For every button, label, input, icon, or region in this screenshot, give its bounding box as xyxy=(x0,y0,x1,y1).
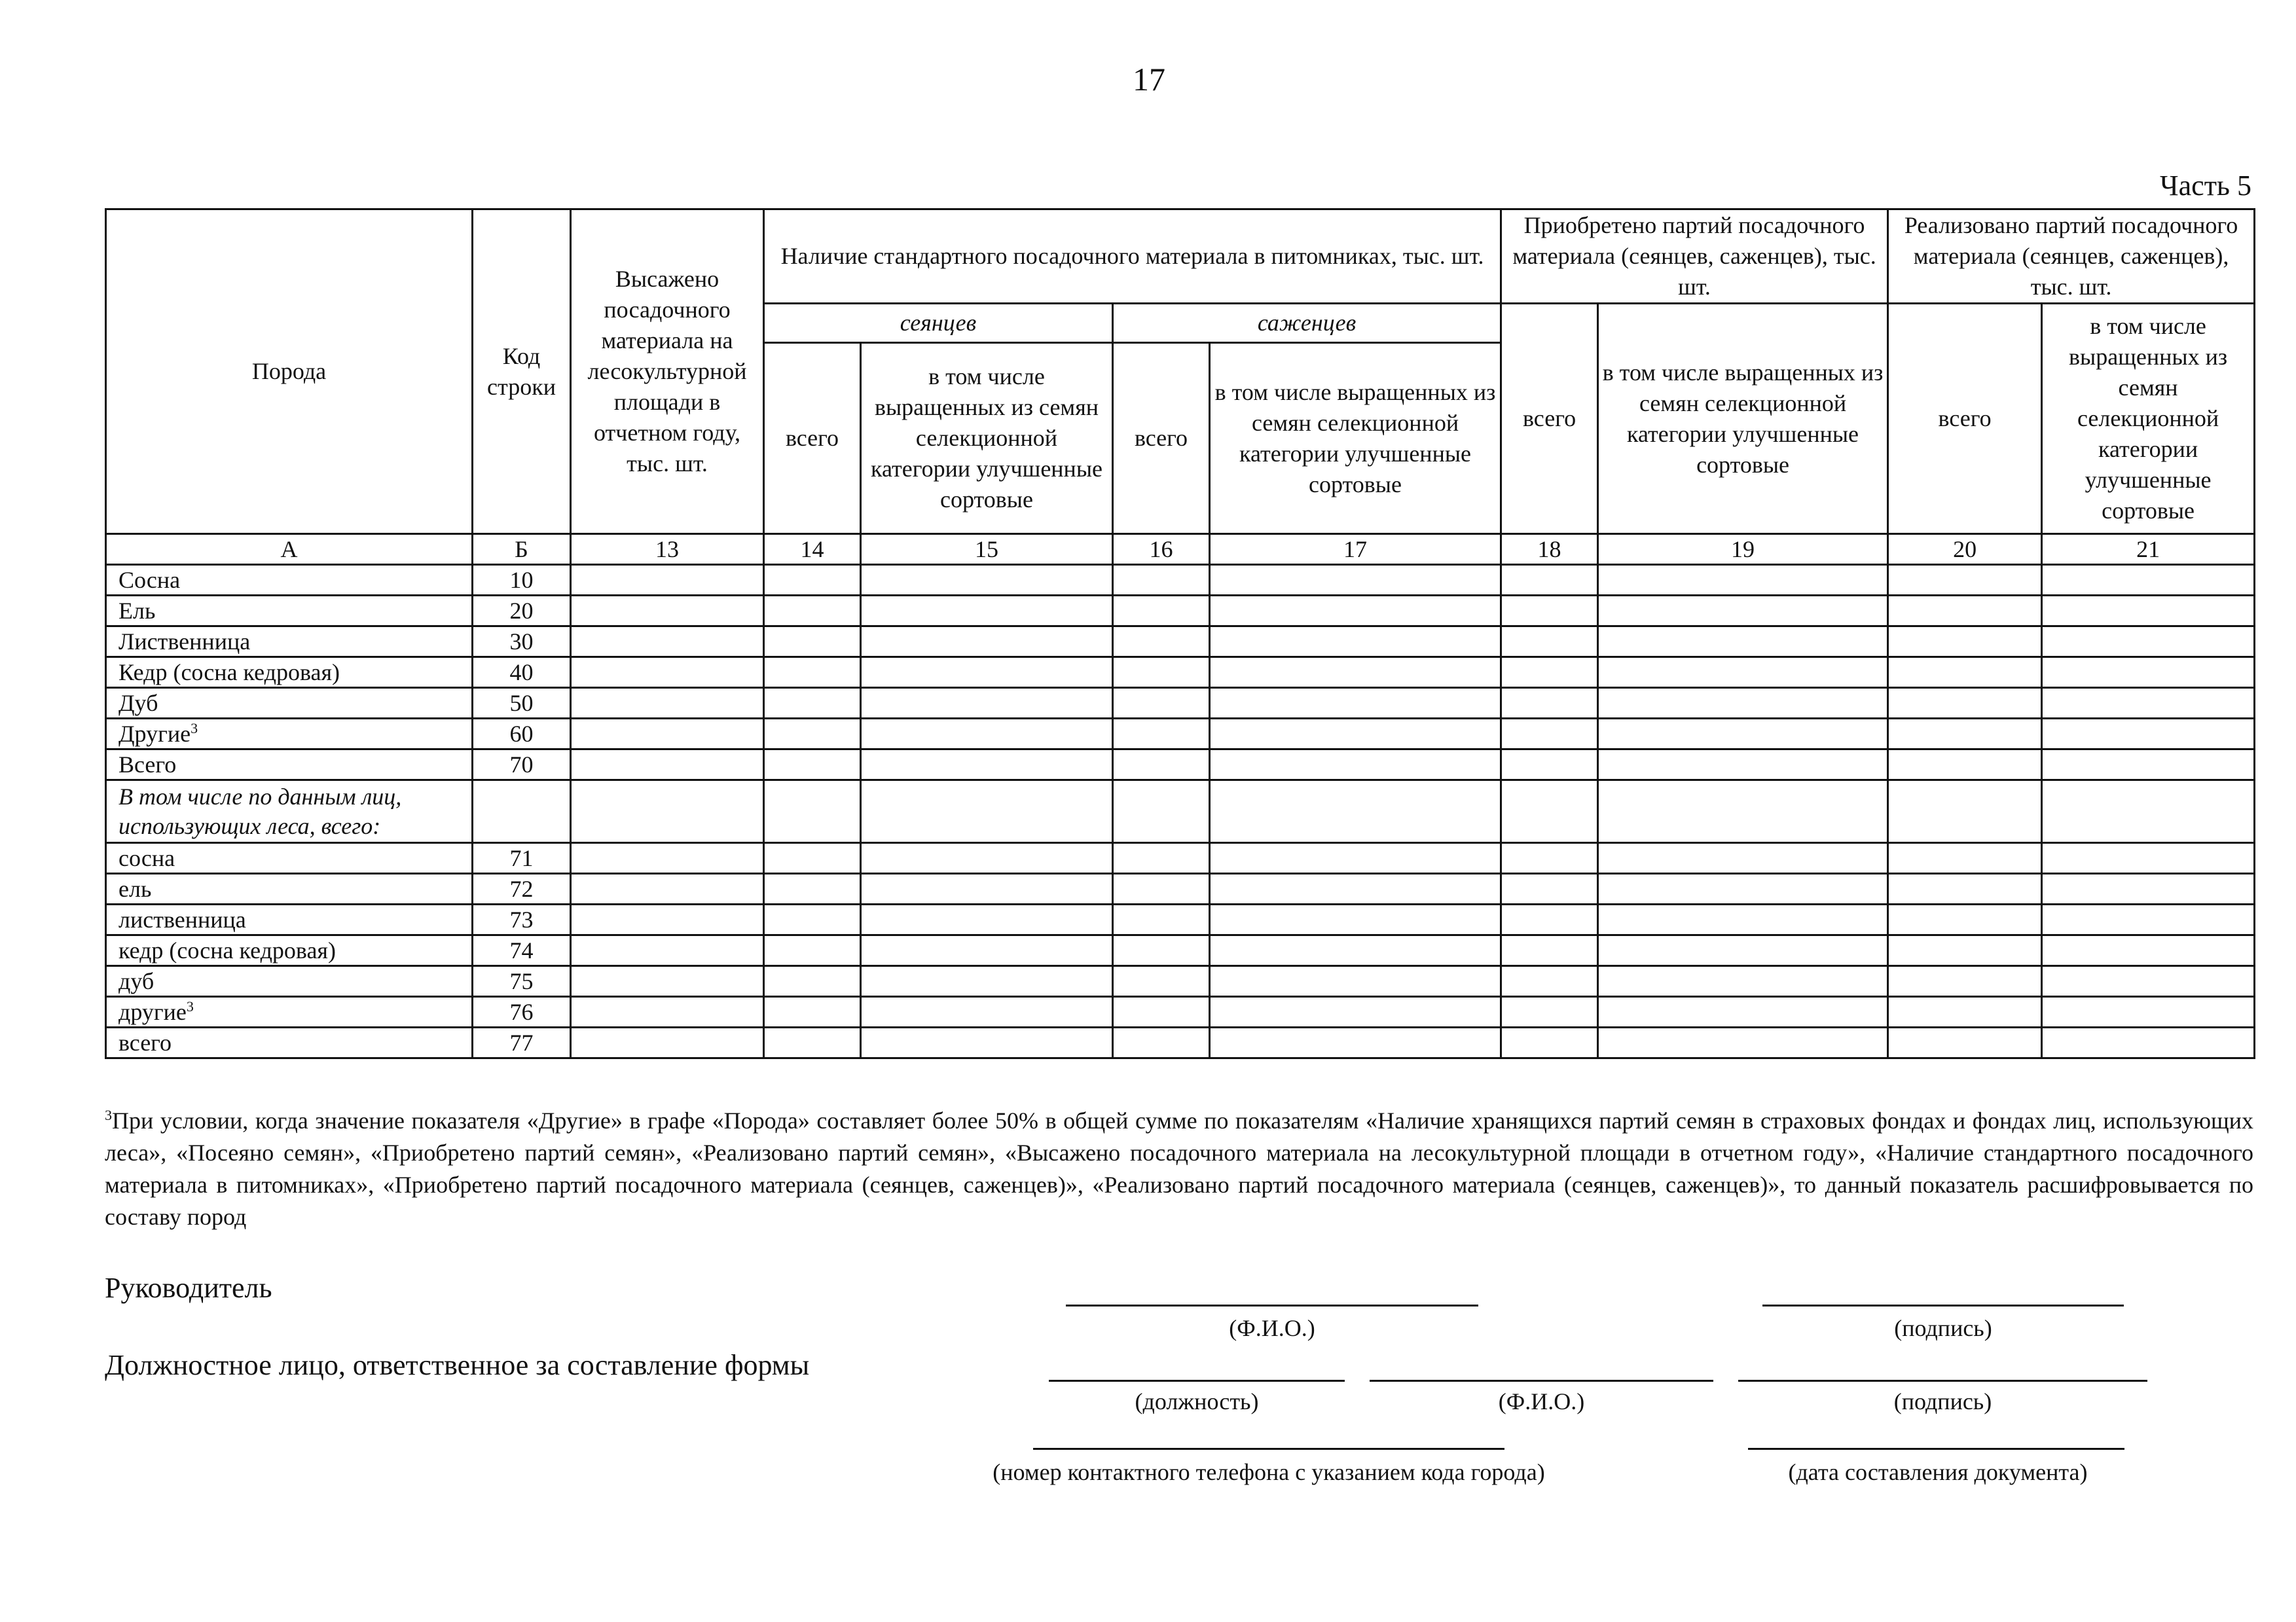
table-row xyxy=(106,657,2255,688)
column-number-row xyxy=(106,534,2255,565)
data-cell[interactable] xyxy=(571,719,764,749)
row-name: Ель xyxy=(106,596,473,626)
header-vsego-14: всего xyxy=(764,343,861,534)
page-number: 17 xyxy=(1133,61,1165,98)
head-fio-line[interactable] xyxy=(1066,1305,1478,1307)
data-cell[interactable] xyxy=(1210,688,1501,719)
data-cell[interactable] xyxy=(1113,1028,1210,1058)
row-code: 76 xyxy=(473,997,571,1028)
data-cell[interactable] xyxy=(1113,997,1210,1028)
data-cell[interactable] xyxy=(861,596,1113,626)
part-label: Часть 5 xyxy=(2160,170,2251,202)
data-cell[interactable] xyxy=(571,565,764,596)
data-cell[interactable] xyxy=(2042,596,2255,626)
data-cell[interactable] xyxy=(571,596,764,626)
data-cell[interactable] xyxy=(1113,905,1210,935)
data-cell[interactable] xyxy=(1210,997,1501,1028)
column-number: 20 xyxy=(1888,534,2042,565)
official-signature-caption: (подпись) xyxy=(1893,1388,1992,1415)
data-cell[interactable] xyxy=(2042,657,2255,688)
data-cell[interactable] xyxy=(1210,843,1501,874)
subheader-row xyxy=(106,780,2255,843)
table-row xyxy=(106,905,2255,935)
data-cell[interactable] xyxy=(1888,626,2042,657)
data-cell[interactable] xyxy=(2042,997,2255,1028)
data-cell[interactable] xyxy=(1210,966,1501,997)
row-name: Другие$^3$ xyxy=(106,719,473,749)
header-realizovano: Реализовано партий посадочного материала (сеянцев, саженцев), тыс. шт. xyxy=(1888,209,2255,304)
row-name: лиственница xyxy=(106,905,473,935)
data-cell[interactable] xyxy=(1210,905,1501,935)
data-cell[interactable] xyxy=(1888,719,2042,749)
data-cell[interactable] xyxy=(764,843,861,874)
table-row xyxy=(106,596,2255,626)
row-name: дуб xyxy=(106,966,473,997)
row-code: 10 xyxy=(473,565,571,596)
data-cell[interactable] xyxy=(1113,935,1210,966)
data-cell[interactable] xyxy=(1501,843,1598,874)
data-cell[interactable] xyxy=(1210,657,1501,688)
data-cell[interactable] xyxy=(861,688,1113,719)
row-code: 50 xyxy=(473,688,571,719)
data-cell[interactable] xyxy=(1501,935,1598,966)
data-cell[interactable] xyxy=(571,997,764,1028)
data-cell[interactable] xyxy=(2042,935,2255,966)
data-cell[interactable] xyxy=(1888,874,2042,905)
header-vtch-15: в том числе выращенных из семян селекционной категории улучшенные сортовые xyxy=(861,343,1113,534)
data-cell[interactable] xyxy=(571,626,764,657)
data-cell[interactable] xyxy=(2042,688,2255,719)
row-code: 74 xyxy=(473,935,571,966)
data-cell[interactable] xyxy=(1113,626,1210,657)
official-position-caption: (должность) xyxy=(1135,1388,1259,1415)
data-cell[interactable] xyxy=(1598,874,1888,905)
data-cell[interactable] xyxy=(764,626,861,657)
data-cell[interactable] xyxy=(1501,966,1598,997)
data-cell[interactable] xyxy=(1501,565,1598,596)
data-cell[interactable] xyxy=(2042,749,2255,780)
data-cell[interactable] xyxy=(1210,749,1501,780)
data-cell[interactable] xyxy=(1888,935,2042,966)
data-cell[interactable] xyxy=(1501,874,1598,905)
data-cell[interactable] xyxy=(861,719,1113,749)
row-name: ель xyxy=(106,874,473,905)
data-cell[interactable] xyxy=(1598,596,1888,626)
table-row xyxy=(106,966,2255,997)
data-cell[interactable] xyxy=(2042,874,2255,905)
data-cell[interactable] xyxy=(1598,905,1888,935)
head-fio-caption: (Ф.И.О.) xyxy=(1229,1315,1315,1341)
data-cell[interactable] xyxy=(764,688,861,719)
data-cell[interactable] xyxy=(571,688,764,719)
data-cell[interactable] xyxy=(1501,997,1598,1028)
data-cell[interactable] xyxy=(764,966,861,997)
data-cell[interactable] xyxy=(2042,843,2255,874)
row-name: сосна xyxy=(106,843,473,874)
data-cell[interactable] xyxy=(1888,843,2042,874)
data-cell[interactable] xyxy=(1501,749,1598,780)
column-number: 16 xyxy=(1113,534,1210,565)
data-cell[interactable] xyxy=(1501,657,1598,688)
column-number: А xyxy=(106,534,473,565)
date-line[interactable] xyxy=(1748,1448,2124,1450)
data-cell[interactable] xyxy=(861,1028,1113,1058)
data-cell[interactable] xyxy=(1501,719,1598,749)
row-code: 72 xyxy=(473,874,571,905)
data-cell[interactable] xyxy=(1598,966,1888,997)
data-cell[interactable] xyxy=(1113,688,1210,719)
data-cell[interactable] xyxy=(1598,565,1888,596)
official-fio-caption: (Ф.И.О.) xyxy=(1498,1388,1585,1415)
row-code: 73 xyxy=(473,905,571,935)
column-number: 14 xyxy=(764,534,861,565)
data-cell[interactable] xyxy=(571,1028,764,1058)
data-cell[interactable] xyxy=(861,657,1113,688)
date-caption: (дата составления документа) xyxy=(1788,1459,2088,1485)
data-cell[interactable] xyxy=(1598,749,1888,780)
data-cell[interactable] xyxy=(764,565,861,596)
data-cell[interactable] xyxy=(1210,565,1501,596)
head-signature-caption: (подпись) xyxy=(1894,1315,1992,1341)
data-cell[interactable] xyxy=(764,1028,861,1058)
data-cell[interactable] xyxy=(1888,657,2042,688)
row-name: Кедр (сосна кедровая) xyxy=(106,657,473,688)
row-code: 40 xyxy=(473,657,571,688)
data-cell[interactable] xyxy=(1210,935,1501,966)
data-cell[interactable] xyxy=(1501,596,1598,626)
data-cell[interactable] xyxy=(1598,843,1888,874)
head-label: Руководитель xyxy=(105,1272,272,1304)
data-cell[interactable] xyxy=(1113,874,1210,905)
data-cell[interactable] xyxy=(861,874,1113,905)
header-vtch-21: в том числе выращенных из семян селекционной категории улучшенные сортовые xyxy=(2042,304,2255,534)
data-cell[interactable] xyxy=(1210,626,1501,657)
official-position-line[interactable] xyxy=(1049,1380,1345,1382)
row-code: 20 xyxy=(473,596,571,626)
data-cell[interactable] xyxy=(1113,843,1210,874)
data-cell[interactable] xyxy=(1501,688,1598,719)
data-cell[interactable] xyxy=(2042,626,2255,657)
data-cell[interactable] xyxy=(1888,966,2042,997)
phone-line[interactable] xyxy=(1033,1448,1504,1450)
footnote-mark: 3 xyxy=(105,1107,112,1123)
data-cell[interactable] xyxy=(1113,719,1210,749)
subheader-label: В том числе по данным лиц, использующих леса, всего: xyxy=(106,780,473,843)
data-cell[interactable] xyxy=(764,997,861,1028)
row-name: Лиственница xyxy=(106,626,473,657)
data-cell[interactable] xyxy=(764,719,861,749)
header-kod: Код строки xyxy=(473,209,571,534)
data-cell[interactable] xyxy=(1598,1028,1888,1058)
table-row xyxy=(106,1028,2255,1058)
data-cell[interactable] xyxy=(861,565,1113,596)
data-cell[interactable] xyxy=(571,843,764,874)
footnote xyxy=(105,1105,2253,1233)
data-cell[interactable] xyxy=(764,935,861,966)
row-code: 60 xyxy=(473,719,571,749)
table-row xyxy=(106,688,2255,719)
data-cell[interactable] xyxy=(764,905,861,935)
data-cell[interactable] xyxy=(571,905,764,935)
header-poroda: Порода xyxy=(106,209,473,534)
table-row xyxy=(106,749,2255,780)
header-sazhentsev: саженцев xyxy=(1113,304,1501,343)
data-cell[interactable] xyxy=(1888,688,2042,719)
data-cell[interactable] xyxy=(764,657,861,688)
data-cell[interactable] xyxy=(861,966,1113,997)
table-row xyxy=(106,935,2255,966)
header-vsego-20: всего xyxy=(1888,304,2042,534)
row-name: другие$^3$ xyxy=(106,997,473,1028)
data-cell[interactable] xyxy=(1888,749,2042,780)
data-cell[interactable] xyxy=(861,905,1113,935)
header-seyantsev: сеянцев xyxy=(764,304,1113,343)
column-number: 18 xyxy=(1501,534,1598,565)
row-code: 71 xyxy=(473,843,571,874)
table-row xyxy=(106,874,2255,905)
data-cell[interactable] xyxy=(764,874,861,905)
column-number: 17 xyxy=(1210,534,1501,565)
table-row xyxy=(106,565,2255,596)
table-row xyxy=(106,626,2255,657)
data-table xyxy=(105,208,2255,1059)
data-cell[interactable] xyxy=(1888,565,2042,596)
data-cell[interactable] xyxy=(861,935,1113,966)
row-code: 70 xyxy=(473,749,571,780)
data-cell[interactable] xyxy=(1501,626,1598,657)
data-cell[interactable] xyxy=(764,596,861,626)
row-name: Дуб xyxy=(106,688,473,719)
data-cell[interactable] xyxy=(1598,997,1888,1028)
row-code: 30 xyxy=(473,626,571,657)
row-name: всего xyxy=(106,1028,473,1058)
column-number: 15 xyxy=(861,534,1113,565)
row-code: 77 xyxy=(473,1028,571,1058)
data-cell[interactable] xyxy=(1501,905,1598,935)
table-row xyxy=(106,843,2255,874)
column-number: 19 xyxy=(1598,534,1888,565)
data-cell[interactable] xyxy=(1888,905,2042,935)
header-priobreteno: Приобретено партий посадочного материала (сеянцев, саженцев), тыс. шт. xyxy=(1501,209,1888,304)
table-row xyxy=(106,997,2255,1028)
data-cell[interactable] xyxy=(2042,565,2255,596)
official-signature-line[interactable] xyxy=(1738,1380,2147,1382)
header-vsego-18: всего xyxy=(1501,304,1598,534)
data-cell[interactable] xyxy=(2042,966,2255,997)
data-cell[interactable] xyxy=(571,874,764,905)
official-label: Должностное лицо, ответственное за составление формы xyxy=(105,1349,810,1381)
data-cell[interactable] xyxy=(1598,719,1888,749)
data-cell[interactable] xyxy=(1598,935,1888,966)
data-cell[interactable] xyxy=(1210,874,1501,905)
header-vtch-17: в том числе выращенных из семян селекционной категории улучшенные сортовые xyxy=(1210,343,1501,534)
footnote-text: При условии, когда значение показателя «Другие» в графе «Порода» составляет более 50% в общей сумме по показателям «Наличие хранящихся партий семян в страховых фондах и фондах лиц, использующих леса», «Посеяно семян», «Приобретено партий семян», «Реализовано партий семян», «Высажено посадочного материала на лесокультурной площади в отчетном году», «Наличие стандартного посадочного материала в питомниках», «Приобретено партий посадочного материала (сеянцев, саженцев)», «Реализовано партий посадочного материала (сеянцев, саженцев)», то данный показатель расшифровывается по составу пород xyxy=(105,1108,2253,1230)
row-code: 75 xyxy=(473,966,571,997)
data-cell[interactable] xyxy=(861,626,1113,657)
data-cell[interactable] xyxy=(1113,565,1210,596)
row-name: кедр (сосна кедровая) xyxy=(106,935,473,966)
data-cell[interactable] xyxy=(1598,657,1888,688)
table-row xyxy=(106,719,2255,749)
data-cell[interactable] xyxy=(571,749,764,780)
data-cell[interactable] xyxy=(1113,657,1210,688)
row-name: Сосна xyxy=(106,565,473,596)
head-signature-line[interactable] xyxy=(1762,1305,2124,1307)
official-fio-line[interactable] xyxy=(1370,1380,1713,1382)
data-cell[interactable] xyxy=(1113,749,1210,780)
data-cell[interactable] xyxy=(764,749,861,780)
data-cell[interactable] xyxy=(1888,596,2042,626)
data-cell[interactable] xyxy=(1598,626,1888,657)
data-cell[interactable] xyxy=(861,749,1113,780)
data-cell[interactable] xyxy=(1113,966,1210,997)
column-number: 21 xyxy=(2042,534,2255,565)
data-cell[interactable] xyxy=(1598,688,1888,719)
data-cell[interactable] xyxy=(1501,1028,1598,1058)
data-cell[interactable] xyxy=(1210,719,1501,749)
header-vysazheno: Высажено посадочного материала на лесокультурной площади в отчетном году, тыс. шт. xyxy=(571,209,764,534)
data-cell[interactable] xyxy=(571,966,764,997)
column-number: 13 xyxy=(571,534,764,565)
header-vsego-16: всего xyxy=(1113,343,1210,534)
data-cell[interactable] xyxy=(1113,596,1210,626)
row-name: Всего xyxy=(106,749,473,780)
data-cell[interactable] xyxy=(1888,1028,2042,1058)
data-cell[interactable] xyxy=(2042,1028,2255,1058)
data-cell[interactable] xyxy=(1210,596,1501,626)
data-cell[interactable] xyxy=(2042,905,2255,935)
data-cell[interactable] xyxy=(571,935,764,966)
data-cell[interactable] xyxy=(1888,997,2042,1028)
header-vtch-19: в том числе выращенных из семян селекционной категории улучшенные сортовые xyxy=(1598,304,1888,534)
phone-caption: (номер контактного телефона с указанием кода города) xyxy=(993,1459,1545,1485)
data-cell[interactable] xyxy=(571,657,764,688)
data-cell[interactable] xyxy=(861,997,1113,1028)
data-cell[interactable] xyxy=(861,843,1113,874)
column-number: Б xyxy=(473,534,571,565)
data-cell[interactable] xyxy=(2042,719,2255,749)
data-cell[interactable] xyxy=(1210,1028,1501,1058)
header-nalichie: Наличие стандартного посадочного материала в питомниках, тыс. шт. xyxy=(764,209,1501,304)
